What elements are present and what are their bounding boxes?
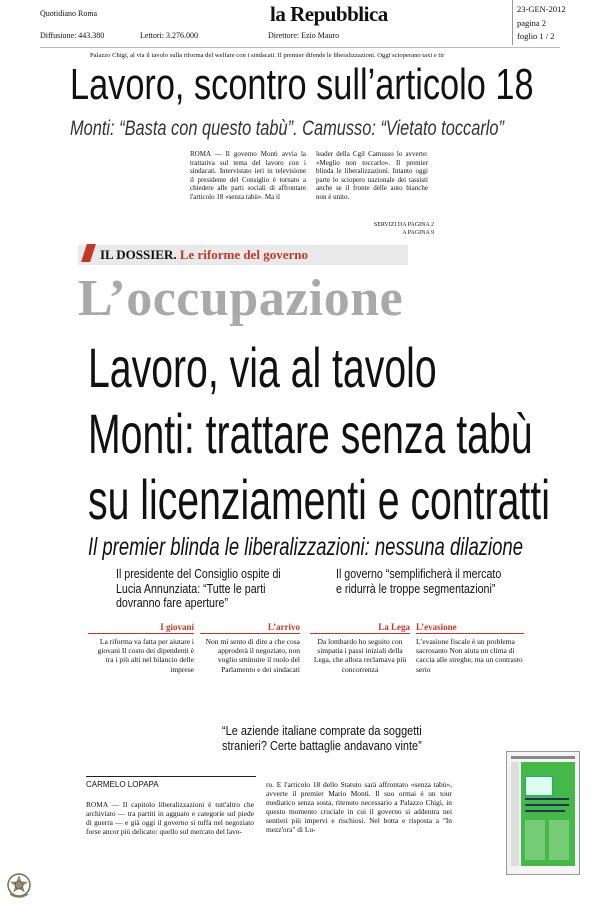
box-text: L’evasione fiscale è un problema sacrosanto Non aiuta un clima di caccia alle streghe, ma un contrasto serio (416, 637, 523, 674)
byline: CARMELO LOPAPA (86, 780, 159, 789)
page-thumbnail (506, 751, 580, 875)
box-arrivo (200, 622, 300, 674)
dossier-title: Le riforme del governo (179, 247, 308, 262)
top-article-col2: leader della Cgil Camusso lo avverte: «Meglio non toccarlo». Il premier blinda le liberalizzazioni. Intanto oggi parte lo sciopero nazionale dei tassisti anche se il fronte delle auto bianche non è unito. (316, 150, 428, 201)
main-headline-line2: Monti: trattare senza tabù (88, 402, 533, 465)
deck-right (336, 567, 526, 617)
box-evasione (416, 622, 524, 674)
emblem-icon (6, 872, 32, 900)
page-number: pagina 2 (517, 18, 547, 28)
box-title: L’arrivo (200, 622, 300, 634)
main-headline-line3: su licenziamenti e contratti (88, 468, 550, 531)
main-headline-line1: Lavoro, via al tavolo (88, 336, 437, 399)
date: 23-GEN-2012 (517, 4, 566, 14)
pull-quote-text: “Le aziende italiane comprate da soggetti stranieri? Certe battaglie andavano vinte” (222, 723, 422, 753)
box-title: La Lega (310, 622, 410, 634)
box-lega (310, 622, 410, 674)
main-subhead: Il premier blinda le liberalizzazioni: nessuna dilazione (88, 533, 523, 561)
readers: Lettori: 3.276.000 (140, 31, 198, 40)
sheet-number: foglio 1 / 2 (517, 31, 555, 41)
newspaper-type: Quotidiano Roma (40, 9, 98, 18)
header-rule (40, 47, 560, 48)
deck-left (116, 567, 326, 617)
director: Direttore: Ezio Mauro (268, 31, 340, 40)
services-ref: SERVIZI DA PAGINA 2 A PAGINA 9 (373, 222, 434, 236)
circulation: Diffusione: 443.380 (40, 31, 105, 40)
box-title: L’evasione (416, 622, 524, 634)
header-divider (512, 0, 513, 45)
top-article-col1: ROMA — Il governo Monti avvia la trattativa sul tema del lavoro con i sindacati. Intervistato ieri in televisione il presidente del Consiglio è tornato a chiedere alle parti sociali di affrontare l'articolo 18 «senza tabù». Ma il (190, 150, 306, 201)
pull-quote (222, 724, 432, 753)
section-title: L’occupazione (78, 270, 404, 327)
dossier-label-text: IL DOSSIER. (100, 247, 177, 262)
masthead-logo: la Repubblica (270, 2, 388, 26)
deck-right-text: Il governo “semplificherà il mercato e ridurrà le troppe segmentazioni” (336, 566, 502, 596)
body-col2: ro. E l'articolo 18 dello Statuto sarà affrontato «senza tabù», avverte il premier Mario Monti. Il suo ormai è un tour mediatico senza sosta, ritenuto necessario a Palazzo Chigi, in questo momento cruciale in cui il governo si addentra nei sentieri più impervi e rischiosi. Nel botta e risposta a "In mezz'ora" di Lu- (266, 780, 452, 834)
box-text: Non mi sento di dire a che cosa approderà il negoziato, non voglio sminuire il ruolo del Parlamento e dei sindacati (205, 637, 300, 674)
body-col1: ROMA — Il capitolo liberalizzazioni è tutt'altro che archiviato — tra partiti in agguato e categorie sul piede di guerra — e già oggi il governo si tuffa nel negoziato forse ancor più delicato: quello sul mercato del lavo- (86, 800, 254, 836)
top-kicker: Palazzo Chigi, al via il tavolo sulla riforma del welfare con i sindacati. Il premier difende le liberalizzazioni. Oggi scioperano taxi e tir (90, 52, 445, 59)
top-subhead: Monti: “Basta con questo tabù”. Camusso: “Vietato toccarlo” (70, 117, 504, 140)
box-title: I giovani (88, 622, 194, 634)
dossier-label (100, 247, 308, 263)
byline-rule (86, 776, 256, 777)
deck-left-text: Il presidente del Consiglio ospite di Lucia Annunziata: “Tutte le parti dovranno fare aperture” (116, 566, 281, 610)
top-headline: Lavoro, scontro sull’articolo 18 (70, 60, 534, 109)
box-text: La riforma va fatta per aiutare i giovani Il costo dei dipendenti è tra i più alti nel bilancio delle imprese (97, 637, 194, 674)
box-giovani (88, 622, 194, 674)
box-text: Da lombardo ho seguito con simpatia i passi iniziali della Lega, che allora reclamava più concorrenza (313, 637, 407, 674)
